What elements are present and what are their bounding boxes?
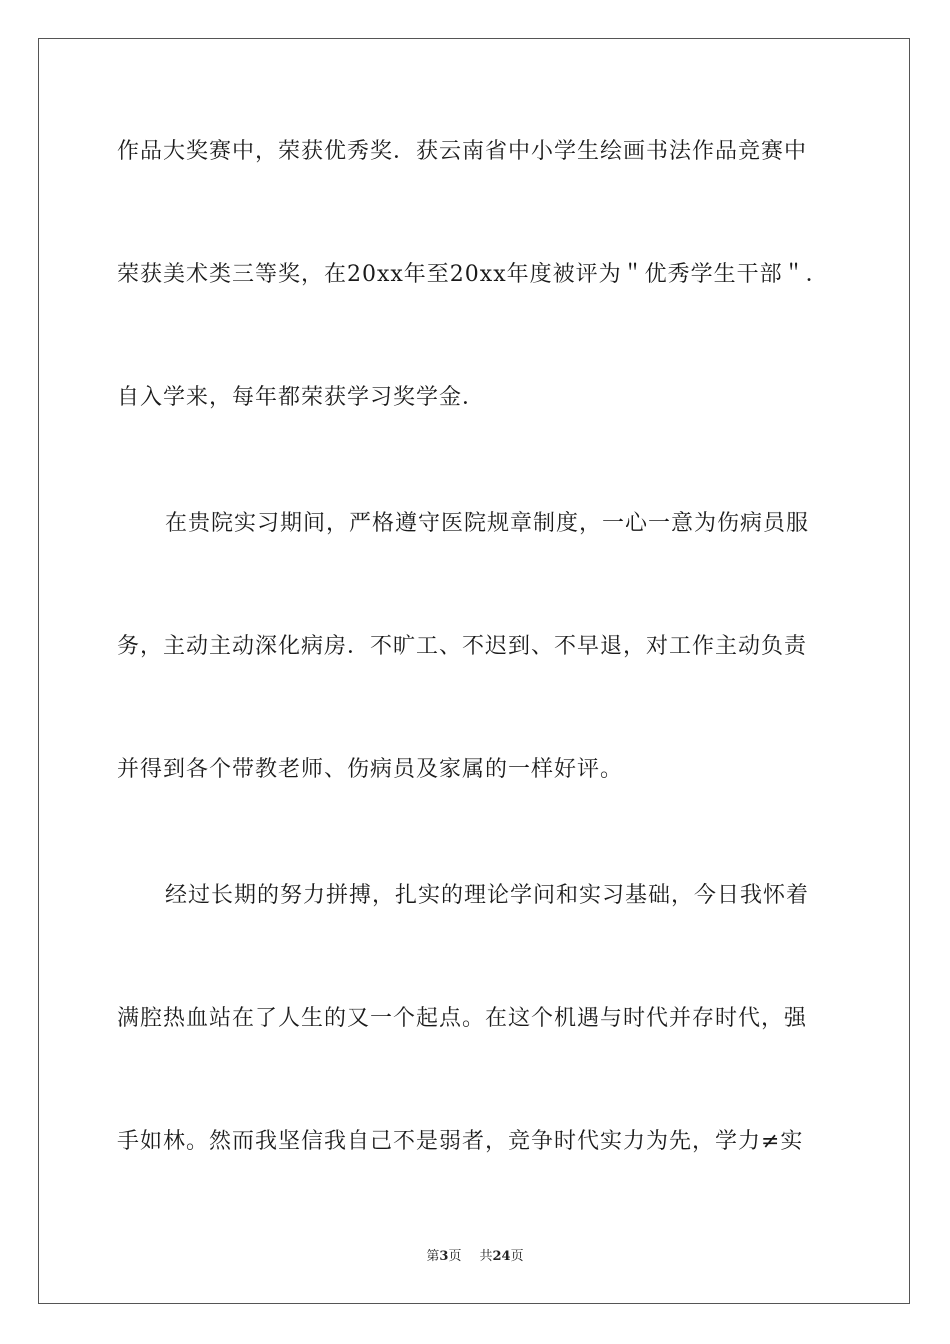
total-suffix: 页 <box>510 1249 524 1264</box>
total-prefix: 共 <box>479 1249 493 1264</box>
page-footer <box>0 1248 950 1266</box>
text-line-5: 务，主动主动深化病房．不旷工、不迟到、不早退，对工作主动负责 <box>117 634 808 659</box>
text-line-4: 在贵院实习期间，严格遵守医院规章制度，一心一意为伤病员服 <box>165 511 810 536</box>
text-line-6: 并得到各个带教老师、伤病员及家属的一样好评。 <box>117 757 624 782</box>
page-suffix: 页 <box>448 1249 462 1264</box>
text-line-8: 满腔热血站在了人生的又一个起点。在这个机遇与时代并存时代，强 <box>117 1006 808 1031</box>
page-border <box>38 38 910 1304</box>
text-line-9: 手如林。然而我坚信我自己不是弱者，竞争时代实力为先，学力≠实 <box>117 1129 804 1154</box>
text-line-7: 经过长期的努力拼搏，扎实的理论学问和实习基础，今日我怀着 <box>165 883 810 908</box>
text-line-2: 荣获美术类三等奖，在20xx年至20xx年度被评为＂优秀学生干部＂． <box>117 262 829 287</box>
text-line-1: 作品大奖赛中，荣获优秀奖．获云南省中小学生绘画书法作品竞赛中 <box>117 139 808 164</box>
page-number: 3 <box>439 1249 449 1264</box>
page-prefix: 第 <box>426 1249 440 1264</box>
text-line-3: 自入学来，每年都荣获学习奖学金． <box>117 385 486 410</box>
total-pages: 24 <box>492 1249 511 1264</box>
